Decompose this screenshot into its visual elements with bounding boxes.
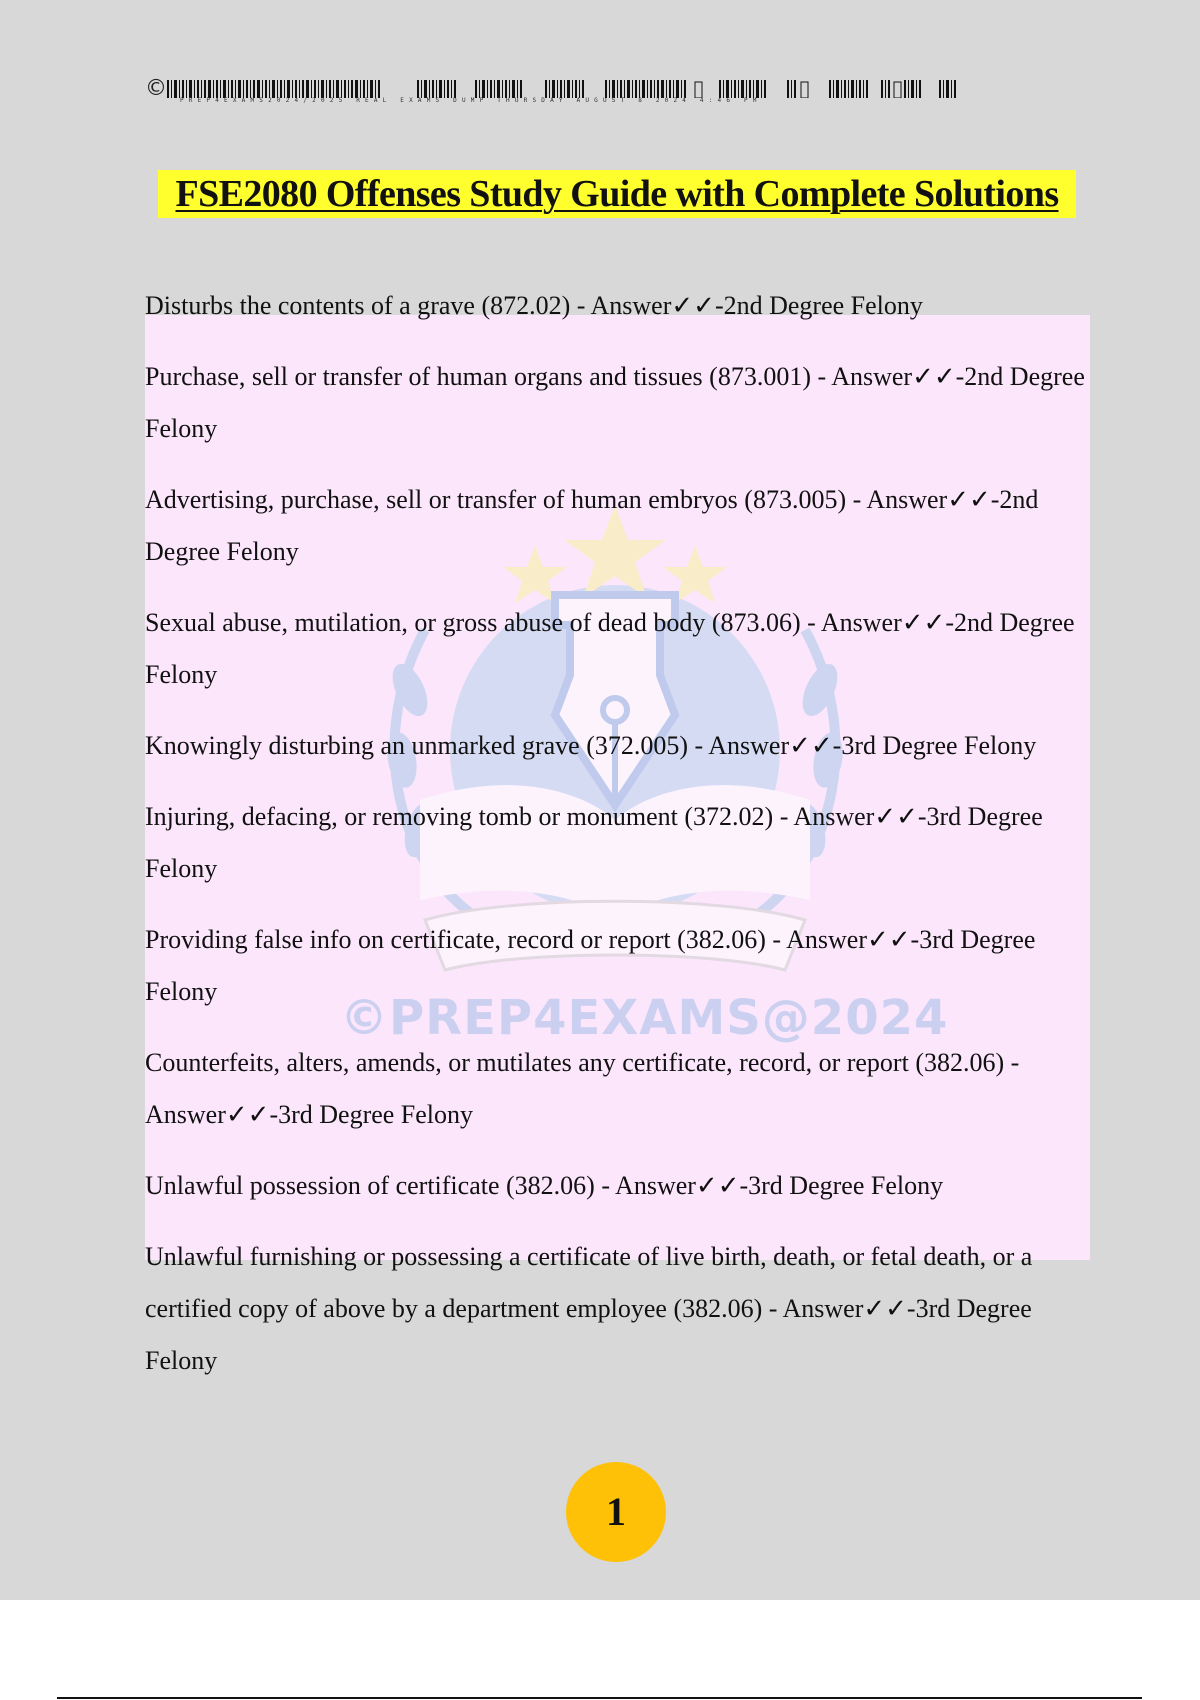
list-item: Advertising, purchase, sell or transfer of human embryos (873.005) - Answer✓✓-2nd Degree Felony bbox=[145, 485, 1039, 566]
header-barcode-mark bbox=[145, 78, 965, 106]
list-item: Unlawful possession of certificate (382.06) - Answer✓✓-3rd Degree Felony bbox=[145, 1171, 944, 1200]
list-item: Unlawful furnishing or possessing a certificate of live birth, death, or fetal death, or a certified copy of above by a department employee (382.06) - Answer✓✓-3rd Degree Felony bbox=[145, 1242, 1033, 1375]
list-item: Disturbs the contents of a grave (872.02) - Answer✓✓-2nd Degree Felony bbox=[145, 291, 923, 320]
list-item: Knowingly disturbing an unmarked grave (372.005) - Answer✓✓-3rd Degree Felony bbox=[145, 731, 1037, 760]
list-item: Injuring, defacing, or removing tomb or monument (372.02) - Answer✓✓-3rd Degree Felony bbox=[145, 802, 1043, 883]
watermark-text: ©PREP4EXAMS@2024 bbox=[340, 990, 949, 1046]
offense-list bbox=[145, 280, 1090, 1406]
copyright-symbol: © bbox=[145, 76, 167, 101]
list-item: Sexual abuse, mutilation, or gross abuse of dead body (873.06) - Answer✓✓-2nd Degree Felony bbox=[145, 608, 1075, 689]
document-title: FSE2080 Offenses Study Guide with Complete Solutions bbox=[158, 170, 1076, 218]
list-item: Providing false info on certificate, record or report (382.06) - Answer✓✓-3rd Degree Felony bbox=[145, 925, 1036, 1006]
barcode-icon bbox=[167, 80, 967, 98]
page-number-badge: 1 bbox=[566, 1462, 666, 1562]
barcode-caption: PREP4EXAMS2024/2025 REAL EXAMS DUMP THURSDAY AUGUST 8 2024 4:46 PM bbox=[180, 97, 762, 104]
list-item: Counterfeits, alters, amends, or mutilates any certificate, record, or report (382.06) - Answer✓✓-3rd Degree Felony bbox=[145, 1048, 1020, 1129]
bottom-divider bbox=[57, 1697, 1142, 1699]
list-item: Purchase, sell or transfer of human organs and tissues (873.001) - Answer✓✓-2nd Degree Felony bbox=[145, 362, 1085, 443]
